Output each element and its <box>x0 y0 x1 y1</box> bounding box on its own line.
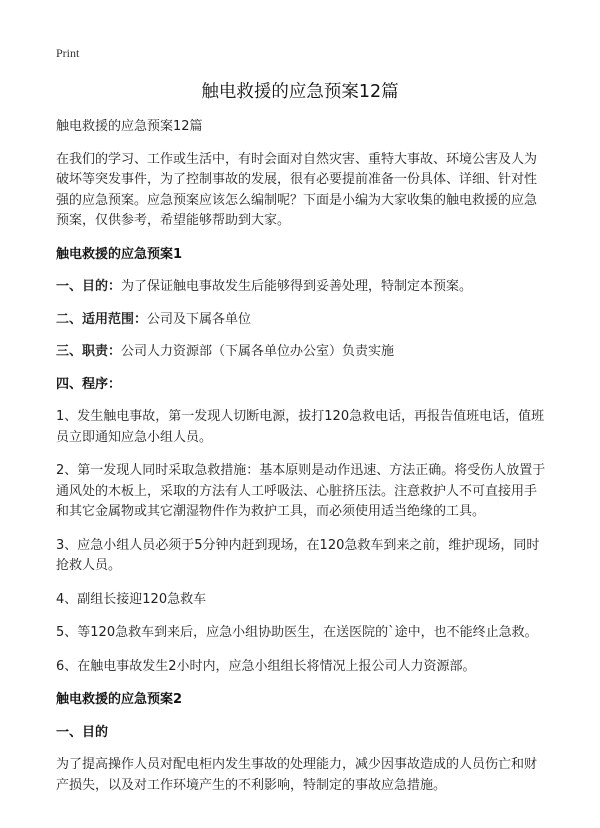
section2-purpose-heading: 一、目的 <box>56 724 109 740</box>
print-label: Print <box>56 46 80 60</box>
document-title: 触电救援的应急预案12篇 <box>201 82 399 102</box>
duty-item <box>56 342 548 363</box>
section2-purpose-text: 为了提高操作人员对配电柜内发生事故的处理能力，减少因事故造成的人员伤亡和财产损失，以及对工作环境产生的不利影响，特制定的事故应急措施。 <box>56 757 538 793</box>
procedure-step: 6、在触电事故发生2小时内，应急小组组长将情况上报公司人力资源部。 <box>56 658 476 674</box>
procedure-step: 3、应急小组人员必须于5分钟内赶到现场，在120急救车到来之前，维护现场，同时抢救人员。 <box>56 537 540 573</box>
document-subtitle: 触电救援的应急预案12篇 <box>56 119 203 134</box>
scope-item <box>56 310 548 331</box>
purpose-key: 一、目的： <box>56 279 122 294</box>
document-body <box>56 117 548 796</box>
purpose-text: 为了保证触电事故发生后能够得到妥善处理，特制定本预案。 <box>121 279 473 294</box>
section1-heading: 触电救援的应急预案1 <box>56 246 183 262</box>
purpose-item <box>56 277 548 298</box>
section2-heading: 触电救援的应急预案2 <box>56 692 183 707</box>
scope-text: 公司及下属各单位 <box>147 311 252 327</box>
duty-text: 公司人力资源部（下属各单位办公室）负责实施 <box>121 344 395 359</box>
duty-key: 三、职责： <box>56 344 122 359</box>
procedure-step: 4、副组长接迎120急救车 <box>56 591 207 607</box>
intro-paragraph: 在我们的学习、工作或生活中，有时会面对自然灾害、重特大事故、环境公害及人为破坏等突发事件，为了控制事故的发展，很有必要提前准备一份具体、详细、针对性强的应急预案。应急预案应该怎么编制呢？下面是小编为大家收集的触电救援的应急预案，仅供参考，希望能够帮助到大家。 <box>56 151 538 228</box>
procedure-heading: 四、程序： <box>56 376 122 392</box>
procedure-step: 2、第一发现人同时采取急救措施：基本原则是动作迅速、方法正确。将受伤人放置于通风处的木板上，采取的方法有人工呼吸法、心脏挤压法。注意救护人不可直接用手和其它金属物或其它潮湿物件作为救护工具，而必须使用适当绝缘的工具。 <box>56 463 546 519</box>
procedure-step: 1、发生触电事故，第一发现人切断电源，拔打120急救电话，再报告值班电话，值班员立即通知应急小组人员。 <box>56 409 545 445</box>
scope-key: 二、适用范围： <box>56 311 148 327</box>
procedure-step: 5、等120急救车到来后，应急小组协助医生，在送医院的`途中，也不能终止急救。 <box>56 625 538 640</box>
